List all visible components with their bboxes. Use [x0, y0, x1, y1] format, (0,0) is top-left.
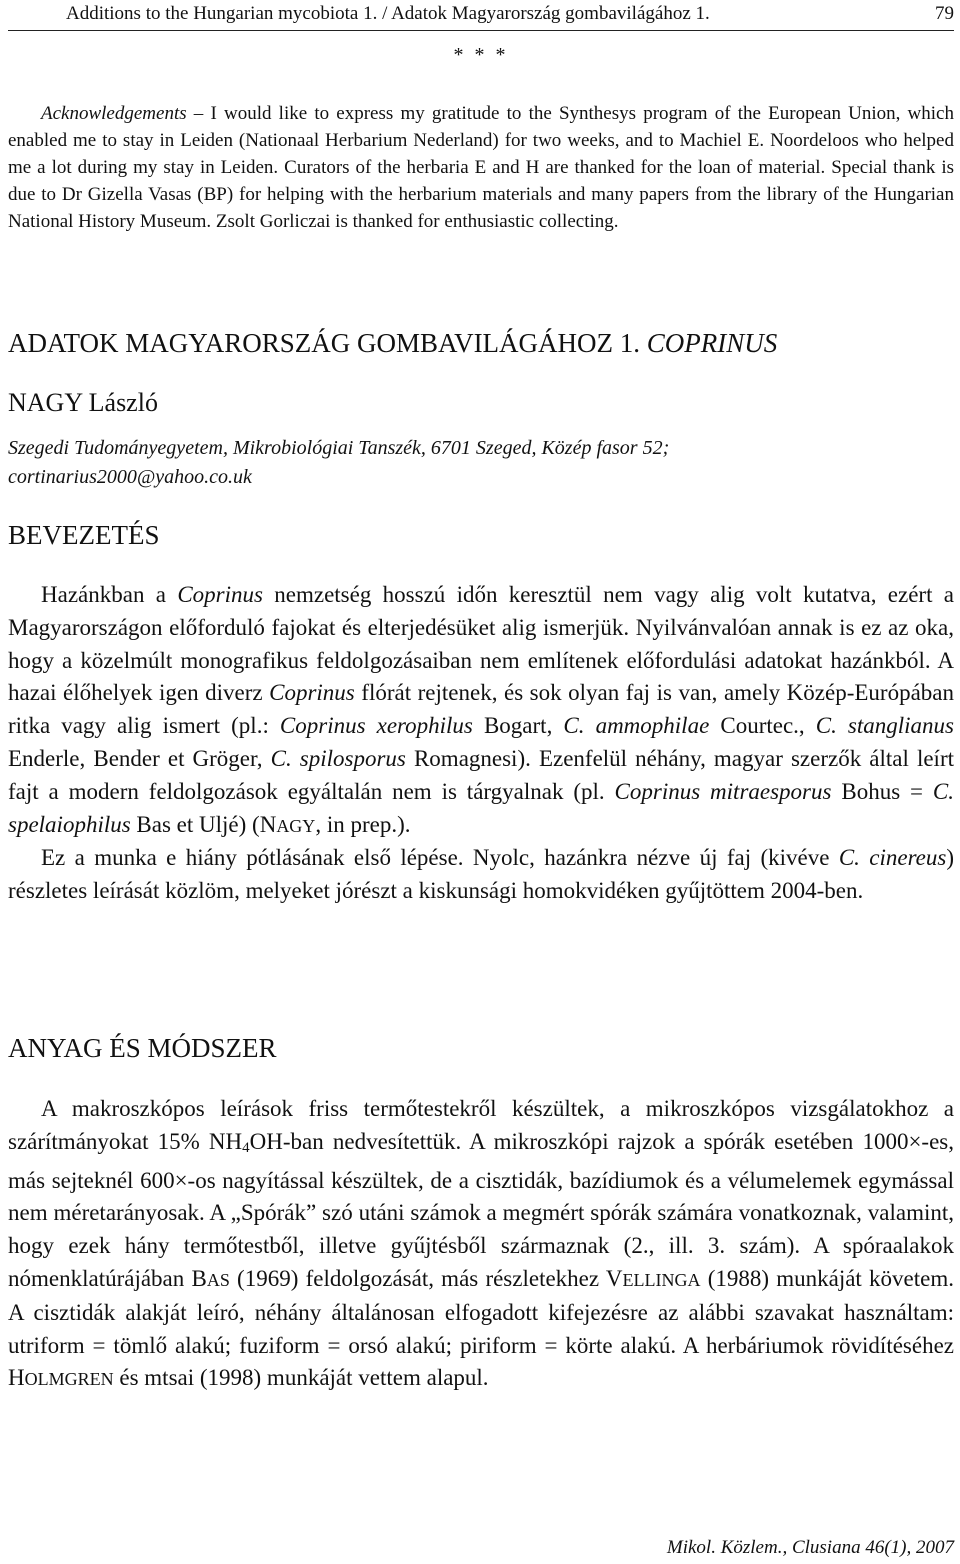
- running-header: [8, 2, 954, 31]
- running-title: Additions to the Hungarian mycobiota 1. / Adatok Magyarország gombavilágához 1.: [66, 3, 710, 24]
- acknowledgements-dash: –: [186, 103, 211, 124]
- article-author: NAGY László: [8, 388, 158, 417]
- journal-citation: Mikol. Közlem., Clusiana 46(1), 2007: [666, 1537, 954, 1558]
- article-title: [8, 326, 777, 360]
- article-title-main: ADATOK MAGYARORSZÁG GOMBAVILÁGÁHOZ 1.: [8, 328, 647, 358]
- intro-paragraph-2: Ez a munka e hiány pótlásának első lépése. Nyolc, hazánkra nézve új faj (kivéve C. cinereus) részletes leírását közlöm, melyeket jórészt a kiskunsági homokvidéken gyűjtöttem 2004-ben.: [8, 845, 955, 904]
- page-number: 79: [935, 3, 954, 24]
- section-heading-intro: BEVEZETÉS: [8, 520, 160, 550]
- affiliation-address: Szegedi Tudományegyetem, Mikrobiológiai Tanszék, 6701 Szeged, Közép fasor 52;: [8, 437, 670, 459]
- section-heading-methods: ANYAG ÉS MÓDSZER: [8, 1033, 277, 1063]
- acknowledgements-paragraph: [8, 100, 954, 235]
- journal-footer: [667, 1536, 954, 1560]
- section-separator: * * *: [453, 44, 509, 66]
- author-affiliation: [8, 434, 954, 492]
- article-title-genus: COPRINUS: [646, 328, 778, 358]
- methods-body: [8, 1093, 954, 1396]
- acknowledgements-text: I would like to express my gratitude to the Synthesys program of the European Union, which enabled me to stay in Leiden (Nationaal Herbarium Nederland) for two weeks, and to Machiel E. Noordeloos who helped me a lot during my stay in Leiden. Curators of the herbaria E and H are thanked for the loan of material. Special thank is due to Dr Gizella Vasas (BP) for helping with the herbarium materials and many papers from the library of the Hungarian National History Museum. Zsolt Gorliczai is thanked for enthusiastic collecting.: [8, 103, 954, 232]
- affiliation-email: cortinarius2000@yahoo.co.uk: [8, 466, 252, 488]
- acknowledgements-label: Acknowledgements: [41, 103, 187, 124]
- methods-paragraph-1: A makroszkópos leírások friss termőtestekről készültek, a mikroszkópos vizsgálatokhoz a szárítmányokat 15% $NH_4OH$-ban nedvesítettük. A mikroszkópi rajzok a spórák esetében 1000×-es, más sejteknél 600×-os nagyítással készültek, de a cisztidák, bazídiumok és a vélumelemek egymással nem méretarányosak. A „Spórák” szó utáni számok a megmért spórák számára vonatkoznak, valamint, hogy ezek hány termőtestből, illetve gyűjtésből származnak (2., ill. 3. szám). A spóraalakok nómenklatúrájában BAS (1969) feldolgozását, más részletekhez VELLINGA (1988) munkáját követem. A cisztidák alakját leíró, néhány általánosan elfogadott kifejezésre az alábbi szavakat használtam: utriform = tömlő alakú; fuziform = orsó alakú; piriform = körte alakú. A herbáriumok rövidítéséhez HOLMGREN és mtsai (1998) munkáját vettem alapul.: [8, 1096, 954, 1391]
- intro-paragraph-1: Hazánkban a Coprinus nemzetség hosszú időn keresztül nem vagy alig volt kutatva, ezért a Magyarországon előforduló fajokat és elterjedésüket alig ismerjük. Nyilvánvalóan annak is ez az oka, hogy a közelmúlt monografikus feldolgozásaiban nem említenek előfordulási adatokat hazánkból. A hazai élőhelyek igen diverz Coprinus flórát rejtenek, és sok olyan faj is van, amely Közép-Európában ritka vagy alig ismert (pl.: Coprinus xerophilus Bogart, C. ammophilae Courtec., C. stanglianus Enderle, Bender et Gröger, C. spilosporus Romagnesi). Ezenfelül néhány, magyar szerzők által leírt fajt a modern feldolgozások egyáltalán nem is tárgyalnak (pl. Coprinus mitraesporus Bohus = C. spelaiophilus Bas et Uljé) (NAGY, in prep.).: [8, 582, 955, 837]
- intro-body: [8, 579, 954, 908]
